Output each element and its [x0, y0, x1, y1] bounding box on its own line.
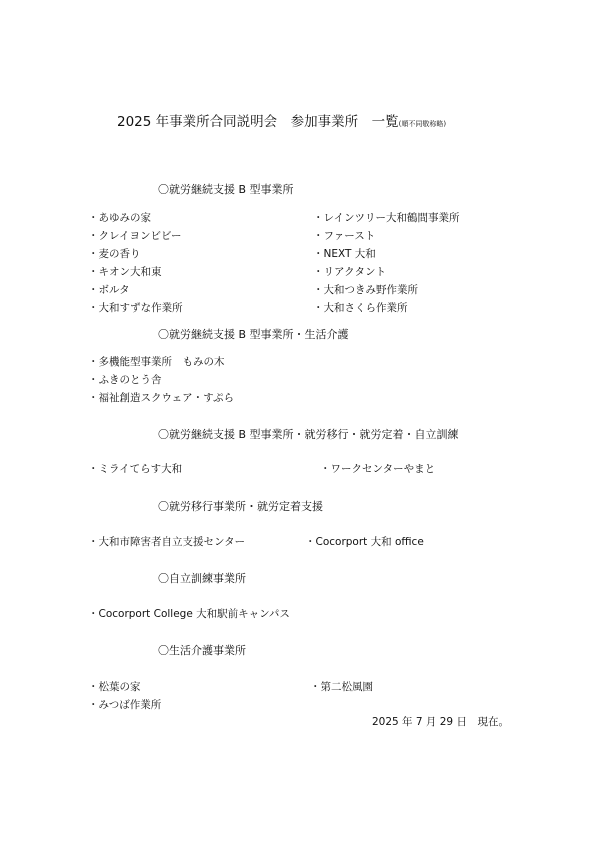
- list-item: ・第二松風園: [310, 681, 373, 693]
- list-item: ・ミライてらす大和: [88, 463, 183, 475]
- title-text: 2025 年事業所合同説明会 参加事業所 一覧: [117, 114, 399, 130]
- section-header-transition: 〇就労移行事業所・就労定着支援: [158, 500, 323, 513]
- list-item: ・松葉の家: [88, 681, 141, 693]
- list-item: ・あゆみの家: [88, 212, 151, 224]
- list-item: ・ファースト: [313, 230, 376, 242]
- section-header-life-care: 〇生活介護事業所: [158, 644, 246, 657]
- list-item: ・大和すずな作業所: [88, 302, 183, 314]
- section-header-training: 〇自立訓練事業所: [158, 572, 246, 585]
- list-item: ・ボルタ: [88, 284, 130, 296]
- list-item: ・Cocorport College 大和駅前キャンパス: [88, 608, 290, 620]
- list-item: ・みつば作業所: [88, 699, 162, 711]
- current-date: 2025 年 7 月 29 日 現在。: [372, 716, 509, 728]
- list-item: ・ワークセンターやまと: [320, 463, 436, 475]
- section-header-b-type-care: 〇就労継続支援 B 型事業所・生活介護: [158, 328, 349, 341]
- list-item: ・クレイヨンビビー: [88, 230, 182, 242]
- section-header-b-type: 〇就労継続支援 B 型事業所: [158, 183, 294, 196]
- list-item: ・大和さくら作業所: [313, 302, 408, 314]
- list-item: ・リアクタント: [313, 266, 386, 278]
- list-item: ・麦の香り: [88, 248, 141, 260]
- list-item: ・NEXT 大和: [313, 248, 376, 260]
- title-note: (順不同敬称略): [398, 120, 447, 128]
- page-title: [117, 110, 446, 130]
- list-item: ・大和市障害者自立支援センター: [88, 536, 246, 548]
- list-item: ・レインツリー大和鶴間事業所: [313, 212, 460, 224]
- list-item: ・Cocorport 大和 office: [305, 536, 424, 548]
- list-item: ・大和つきみ野作業所: [313, 284, 418, 296]
- list-item: ・ふきのとう舎: [88, 374, 162, 386]
- list-item: ・福祉創造スクウェア・すぷら: [88, 392, 235, 404]
- section-header-b-type-multi: 〇就労継続支援 B 型事業所・就労移行・就労定着・自立訓練: [158, 428, 459, 441]
- list-item: ・多機能型事業所 もみの木: [88, 356, 225, 368]
- list-item: ・キオン大和東: [88, 266, 162, 278]
